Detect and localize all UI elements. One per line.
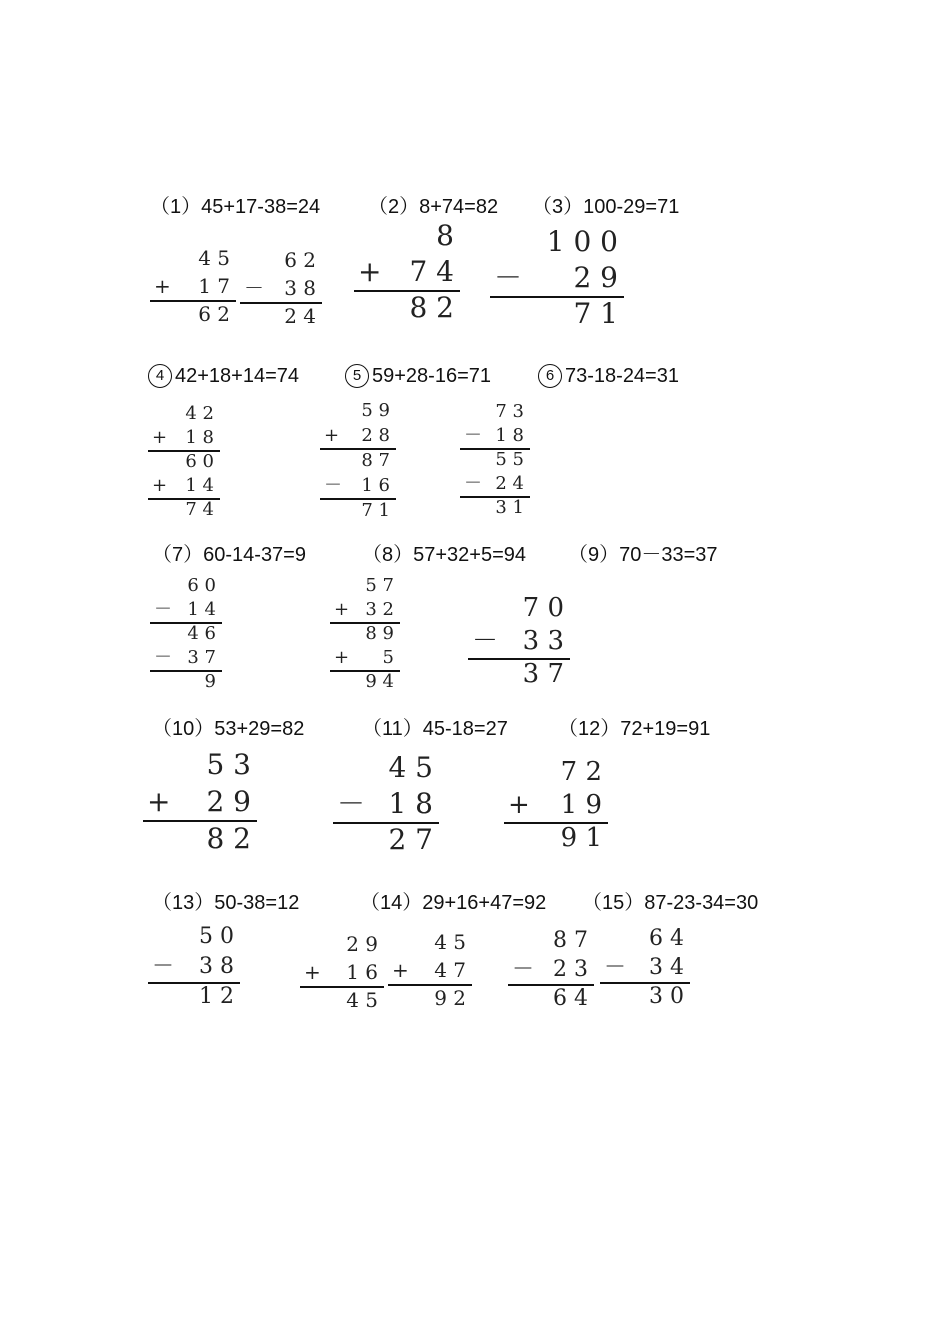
problem-number: （12） <box>558 718 621 740</box>
result-row: 7 1 <box>573 297 618 330</box>
operand-row: － 3 3 <box>472 626 564 656</box>
problem-equation <box>148 364 299 388</box>
number-row: 4 5 <box>198 246 230 270</box>
equation-text: 72+19=91 <box>620 718 711 740</box>
equation-text: 73-18-24=31 <box>565 365 679 387</box>
result-row: 3 0 <box>649 984 684 1009</box>
vertical-calculation <box>508 926 594 1013</box>
problem-equation <box>345 364 491 388</box>
result-row: 8 2 <box>409 291 454 324</box>
problem-number: （15） <box>582 892 645 914</box>
result-row: 6 4 <box>553 986 588 1011</box>
problem-number: （1） <box>150 196 202 218</box>
operand-row: － 1 6 <box>324 475 390 496</box>
number-row: 5 9 <box>361 400 390 421</box>
number-row: 2 9 <box>346 932 378 956</box>
number-row: 6 0 <box>185 451 214 472</box>
operand-row: + 1 8 <box>152 427 214 448</box>
vertical-calculation <box>354 218 460 326</box>
number-row: 5 7 <box>365 575 394 596</box>
vertical-calculation <box>504 756 608 855</box>
operand-row: + 3 2 <box>334 599 394 620</box>
problem-number: （2） <box>368 196 420 218</box>
number-row: 1 0 0 <box>546 225 618 258</box>
problem-number: 5 <box>345 364 369 388</box>
vertical-calculation <box>143 746 257 857</box>
problem-number: （3） <box>532 196 584 218</box>
number-row: 8 9 <box>365 623 394 644</box>
result-row: 9 1 <box>560 823 602 853</box>
number-row: 6 0 <box>187 575 216 596</box>
problem-equation <box>558 712 710 741</box>
result-row: 9 4 <box>365 671 394 692</box>
operand-row: － 2 4 <box>464 473 524 494</box>
vertical-calculation <box>330 574 400 694</box>
problem-number: （11） <box>362 718 423 740</box>
result-row: 8 2 <box>206 822 251 855</box>
problem-equation <box>568 538 718 567</box>
problem-number: （14） <box>360 892 423 914</box>
problem-equation <box>360 886 546 915</box>
operand-row: － 2 3 <box>512 957 588 982</box>
problem-equation <box>152 538 306 567</box>
number-row: 4 5 <box>388 751 433 784</box>
operand-row: － 3 8 <box>244 276 316 300</box>
problem-equation <box>362 712 508 741</box>
problem-number: 6 <box>538 364 562 388</box>
equation-text: 59+28-16=71 <box>372 365 492 387</box>
problem-number: 4 <box>148 364 172 388</box>
problem-number: （13） <box>152 892 215 914</box>
result-row: 9 <box>204 671 216 692</box>
vertical-calculation <box>150 574 222 694</box>
vertical-calculation <box>388 928 472 1012</box>
problem-equation <box>582 886 758 915</box>
number-row: 7 3 <box>495 401 524 422</box>
problem-equation <box>538 364 679 388</box>
problem-equation <box>152 712 304 741</box>
vertical-calculation <box>300 930 384 1014</box>
operand-row: － 3 8 <box>152 954 234 979</box>
number-row: 6 2 <box>284 248 316 272</box>
vertical-calculation <box>148 402 220 522</box>
result-row: 2 4 <box>284 304 316 328</box>
number-row: 4 2 <box>185 403 214 424</box>
operand-row: + 2 8 <box>324 425 390 446</box>
equation-text: 87-23-34=30 <box>644 892 759 914</box>
number-row: 8 7 <box>553 928 588 953</box>
number-row: 4 6 <box>187 623 216 644</box>
operand-row: － 3 4 <box>604 955 684 980</box>
equation-text: 70－33=37 <box>619 544 718 566</box>
vertical-calculation <box>148 922 240 1012</box>
number-row: 8 7 <box>361 450 390 471</box>
result-row: 6 2 <box>198 302 230 326</box>
operand-row: － 2 9 <box>494 261 618 294</box>
operand-row: － 1 8 <box>464 425 524 446</box>
operand-row: + 2 9 <box>147 785 251 818</box>
operand-row: － 3 7 <box>154 647 216 668</box>
operand-row: + 1 9 <box>508 790 602 820</box>
problem-number: （10） <box>152 718 215 740</box>
problem-number: （8） <box>362 544 414 566</box>
operand-row: － 1 8 <box>337 787 433 820</box>
problem-number: （9） <box>568 544 620 566</box>
operand-row: + 5 <box>334 647 394 668</box>
number-row: 5 0 <box>199 924 234 949</box>
equation-text: 50-38=12 <box>214 892 300 914</box>
vertical-calculation <box>460 400 530 520</box>
vertical-calculation <box>490 224 624 332</box>
result-row: 9 2 <box>434 986 466 1010</box>
result-row: 3 7 <box>522 659 564 689</box>
problem-equation <box>532 190 679 219</box>
result-row: 1 2 <box>199 984 234 1009</box>
result-row: 7 4 <box>185 499 214 520</box>
operand-row: + 1 4 <box>152 475 214 496</box>
equation-text: 8+74=82 <box>419 196 499 218</box>
result-row: 3 1 <box>495 497 524 518</box>
problem-equation <box>368 190 498 219</box>
equation-text: 53+29=82 <box>214 718 305 740</box>
vertical-calculation <box>320 398 396 523</box>
number-row: 5 3 <box>206 748 251 781</box>
equation-text: 100-29=71 <box>583 196 680 218</box>
number-row: 4 5 <box>434 930 466 954</box>
vertical-calculation <box>468 592 570 691</box>
result-row: 2 7 <box>388 823 433 856</box>
operand-row: + 1 7 <box>154 274 230 298</box>
equation-text: 45+17-38=24 <box>201 196 321 218</box>
problem-number: （7） <box>152 544 204 566</box>
number-row: 6 4 <box>649 926 684 951</box>
problem-equation <box>150 190 320 219</box>
vertical-calculation <box>240 246 322 330</box>
equation-text: 29+16+47=92 <box>422 892 547 914</box>
equation-text: 45-18=27 <box>422 718 508 740</box>
operand-row: + 7 4 <box>358 255 454 288</box>
problem-equation <box>362 538 526 567</box>
number-row: 7 2 <box>560 757 602 787</box>
operand-row: － 1 4 <box>154 599 216 620</box>
result-row: 4 5 <box>346 988 378 1012</box>
number-row: 5 5 <box>495 449 524 470</box>
result-row: 7 1 <box>361 500 390 521</box>
operand-row: + 4 7 <box>392 958 466 982</box>
equation-text: 60-14-37=9 <box>203 544 306 566</box>
operand-row: + 1 6 <box>304 960 378 984</box>
vertical-calculation <box>333 750 439 858</box>
problem-equation <box>152 886 299 915</box>
vertical-calculation <box>150 244 236 328</box>
number-row: 7 0 <box>522 593 564 623</box>
equation-text: 42+18+14=74 <box>175 365 300 387</box>
vertical-calculation <box>600 924 690 1011</box>
number-row: 8 <box>436 219 454 252</box>
equation-text: 57+32+5=94 <box>413 544 527 566</box>
